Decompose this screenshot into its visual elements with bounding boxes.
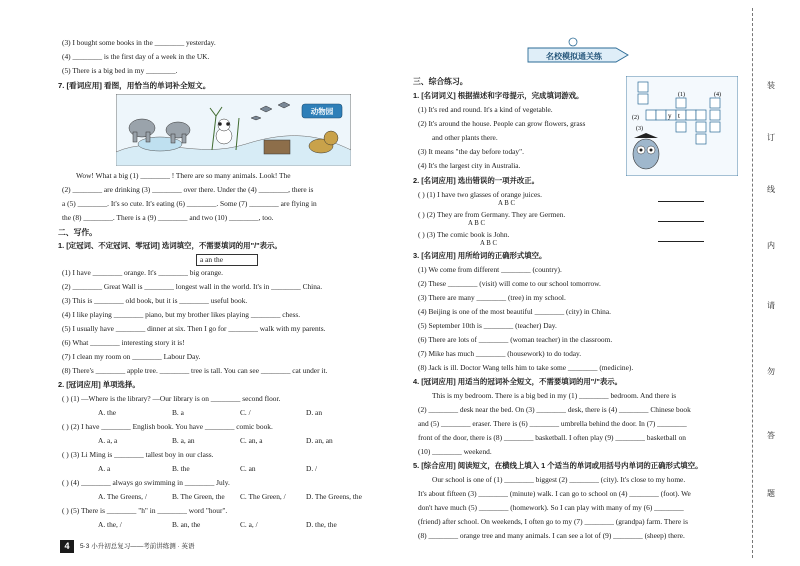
right-q3-item-1: (1) We come from different ________ (country). (418, 265, 562, 274)
right-q4-line-3: and (5) ________ eraser. There is (6) ________ umbrella behind the door. In (7) ________ (418, 419, 687, 428)
left-q1-item-6: (6) What ________ interesting story it is! (62, 338, 185, 347)
mc-question-4: ( ) (4) ________ always go swimming in ________ July. (62, 478, 230, 487)
mc-question-3: ( ) (3) Li Ming is ________ tallest boy in our class. (62, 450, 214, 459)
right-q5-line-5: (8) ________ orange tree and many animals. I can see a lot of (9) ________ (sheep) there. (418, 531, 685, 540)
page-number: 4 (60, 540, 74, 553)
crossword-letter-y: y (668, 112, 672, 120)
right-q5-line-1: Our school is one of (1) ________ biggest (2) ________ (city). It's close to my home. (432, 475, 686, 484)
answer-line-2-1[interactable] (658, 194, 704, 202)
footer-text: 5·3 小升初总复习——考前讲练测 · 英语 (80, 543, 195, 550)
q7-title: 7. [看词应用] 看图，用恰当的单词补全短文。 (58, 81, 211, 90)
section-2-title: 二、写作。 (58, 228, 97, 237)
binding-char-1: 装 (767, 81, 775, 90)
right-q3-title: 3. [名词应用] 用所给词的正确形式填空。 (413, 251, 547, 260)
right-q1-item-4: (4) It's the largest city in Australia. (418, 161, 521, 170)
zoo-illustration (116, 94, 351, 166)
mc-question-1: ( ) (1) —Where is the library? —Our library is on ________ second floor. (62, 394, 281, 403)
right-q2-item-1-abc: A B C (498, 200, 515, 207)
q7-line-4: the (8) ________. There is a (9) ________ and two (10) ________, too. (62, 213, 274, 222)
binding-char-7: 答 (767, 431, 775, 440)
crossword-num-3: (3) (636, 126, 643, 132)
crossword-num-2: (2) (632, 115, 639, 121)
right-q3-item-4: (4) Beijing is one of the most beautiful ________ (city) in China. (418, 307, 611, 316)
right-q3-item-6: (6) There are lots of ________ (woman teacher) in the classroom. (418, 335, 613, 344)
left-q1-item-5: (5) I usually have ________ dinner at six. Then I go for ________ walk with my parents. (62, 324, 326, 333)
right-q3-item-5: (5) September 10th is ________ (teacher) Day. (418, 321, 557, 330)
mc-2-option-a[interactable]: A. a, a (98, 436, 118, 445)
banner (524, 36, 634, 66)
word-box-text: a an the (200, 255, 223, 264)
q7-line-3: a (5) ________. It's so cute. It's eating (6) ________. Some (7) ________ are flying in (62, 199, 317, 208)
left-top-item-5: (5) There is a big bed in my ________. (62, 66, 178, 75)
mc-question-5: ( ) (5) There is ________ "h" in ________ word "hour". (62, 506, 228, 515)
left-q2-title: 2. [冠词应用] 单项选择。 (58, 380, 140, 389)
mc-2-option-b[interactable]: B. a, an (172, 436, 195, 445)
right-q3-item-8: (8) Jack is ill. Doctor Wang tells him to take some ________ (medicine). (418, 363, 634, 372)
binding-char-3: 线 (767, 185, 775, 194)
binding-char-8: 题 (767, 489, 775, 498)
right-q1-item-2b: and other plants there. (432, 133, 498, 142)
mc-1-option-b[interactable]: B. a (172, 408, 184, 417)
binding-line (752, 8, 753, 558)
right-q1-title: 1. [名词词义] 根据描述和字母提示，完成填词游戏。 (413, 91, 584, 100)
left-top-item-4: (4) ________ is the first day of a week in the UK. (62, 52, 210, 61)
zoo-sign-text: 动物园 (310, 107, 334, 116)
crossword-puzzle (626, 76, 738, 176)
q7-line-1: Wow! What a big (1) ________ ! There are so many animals. Look! The (76, 171, 291, 180)
right-q4-line-1: This is my bedroom. There is a big bed in my (1) ________ bedroom. And there is (432, 391, 677, 400)
answer-line-2-3[interactable] (658, 234, 704, 242)
right-q2-title: 2. [名词应用] 选出错误的一项并改正。 (413, 176, 540, 185)
right-q5-line-2: It's about fifteen (3) ________ (minute) walk. I can go to school on (4) ________ (foot). We (418, 489, 691, 498)
right-q1-item-1: (1) It's red and round. It's a kind of vegetable. (418, 105, 553, 114)
left-q1-item-1: (1) I have ________ orange. It's ________ big orange. (62, 268, 224, 277)
mc-4-option-b[interactable]: B. The Green, the (172, 492, 225, 501)
left-q1-item-3: (3) This is ________ old book, but it is ________ useful book. (62, 296, 248, 305)
mc-4-option-c[interactable]: C. The Green, / (240, 492, 286, 501)
mc-question-2: ( ) (2) I have ________ English book. You have ________ comic book. (62, 422, 273, 431)
crossword-letter-t: t (678, 112, 680, 120)
right-q1-item-2: (2) It's around the house. People can grow flowers, grass (418, 119, 586, 128)
right-q2-item-2: ( ) (2) They are from Germany. They are Germen. (418, 210, 566, 219)
right-q4-line-4: front of the door, there is (8) ________ basketball. I often play (9) ________ basketball on (418, 433, 686, 442)
mc-3-option-d[interactable]: D. / (306, 464, 318, 473)
mc-5-option-a[interactable]: A. the, / (98, 520, 122, 529)
left-q1-item-8: (8) There's ________ apple tree. ________ tree is tall. You can see ________ cat under it. (62, 366, 328, 375)
right-q3-item-2: (2) These ________ (visit) will come to our school tomorrow. (418, 279, 601, 288)
right-q4-line-2: (2) ________ desk near the bed. On (3) ________ desk, there is (4) ________ Chinese book (418, 405, 691, 414)
left-q1-item-2: (2) ________ Great Wall is ________ longest wall in the world. It's in ________ China. (62, 282, 323, 291)
mc-1-option-a[interactable]: A. the (98, 408, 117, 417)
banner-text: 名校模拟通关练 (546, 52, 602, 61)
right-q5-line-4: (friend) after school. On weekends, I often go to my (7) ________ (grandpa) farm. There is (418, 517, 688, 526)
mc-1-option-d[interactable]: D. an (306, 408, 323, 417)
crossword-num-4: (4) (714, 92, 721, 98)
mc-5-option-b[interactable]: B. an, the (172, 520, 201, 529)
binding-char-5: 请 (767, 301, 775, 310)
right-q2-item-3-abc: A B C (480, 240, 497, 247)
right-q2-item-3: ( ) (3) The comic book is John. (418, 230, 510, 239)
right-q2-item-2-abc: A B C (468, 220, 485, 227)
right-q2-item-1: ( ) (1) I have two glasses of orange juices. (418, 190, 542, 199)
right-q5-title: 5. [综合应用] 阅读短文，在横线上填入 1 个适当的单词或用括号内单词的正确形式填空。 (413, 461, 703, 470)
mc-3-option-b[interactable]: B. the (172, 464, 190, 473)
right-q3-item-3: (3) There are many ________ (tree) in my school. (418, 293, 566, 302)
left-q1-item-7: (7) I clean my room on ________ Labour Day. (62, 352, 201, 361)
mc-3-option-a[interactable]: A. a (98, 464, 111, 473)
section-3-title: 三、综合练习。 (413, 77, 468, 86)
right-q4-title: 4. [冠词应用] 用适当的冠词补全短文，不需要填词的用"/"表示。 (413, 377, 623, 386)
mc-5-option-d[interactable]: D. the, the (306, 520, 337, 529)
left-q1-title: 1. [定冠词、不定冠词、零冠词] 选词填空，不需要填词的用"/"表示。 (58, 241, 282, 250)
mc-2-option-c[interactable]: C. an, a (240, 436, 263, 445)
mc-4-option-a[interactable]: A. The Greens, / (98, 492, 147, 501)
binding-char-6: 勿 (767, 367, 775, 376)
binding-char-2: 订 (767, 133, 775, 142)
binding-char-4: 内 (767, 241, 775, 250)
mc-4-option-d[interactable]: D. The Greens, the (306, 492, 362, 501)
left-top-item-3: (3) I bought some books in the ________ yesterday. (62, 38, 216, 47)
mc-1-option-c[interactable]: C. / (240, 408, 251, 417)
q7-line-2: (2) ________ are drinking (3) ________ over there. Under the (4) ________, there is (62, 185, 314, 194)
mc-5-option-c[interactable]: C. a, / (240, 520, 258, 529)
mc-2-option-d[interactable]: D. an, an (306, 436, 333, 445)
left-q1-item-4: (4) I like playing ________ piano, but my brother likes playing ________ chess. (62, 310, 301, 319)
right-q1-item-3: (3) It means "the day before today". (418, 147, 524, 156)
crossword-num-1: (1) (678, 92, 685, 98)
mc-3-option-c[interactable]: C. an (240, 464, 256, 473)
right-q3-item-7: (7) Mike has much ________ (housework) to do today. (418, 349, 582, 358)
right-q4-line-5: (10) ________ weekend. (418, 447, 492, 456)
answer-line-2-2[interactable] (658, 214, 704, 222)
right-q5-line-3: don't have much (5) ________ (homework). So I can play with many of my (6) ________ (418, 503, 684, 512)
